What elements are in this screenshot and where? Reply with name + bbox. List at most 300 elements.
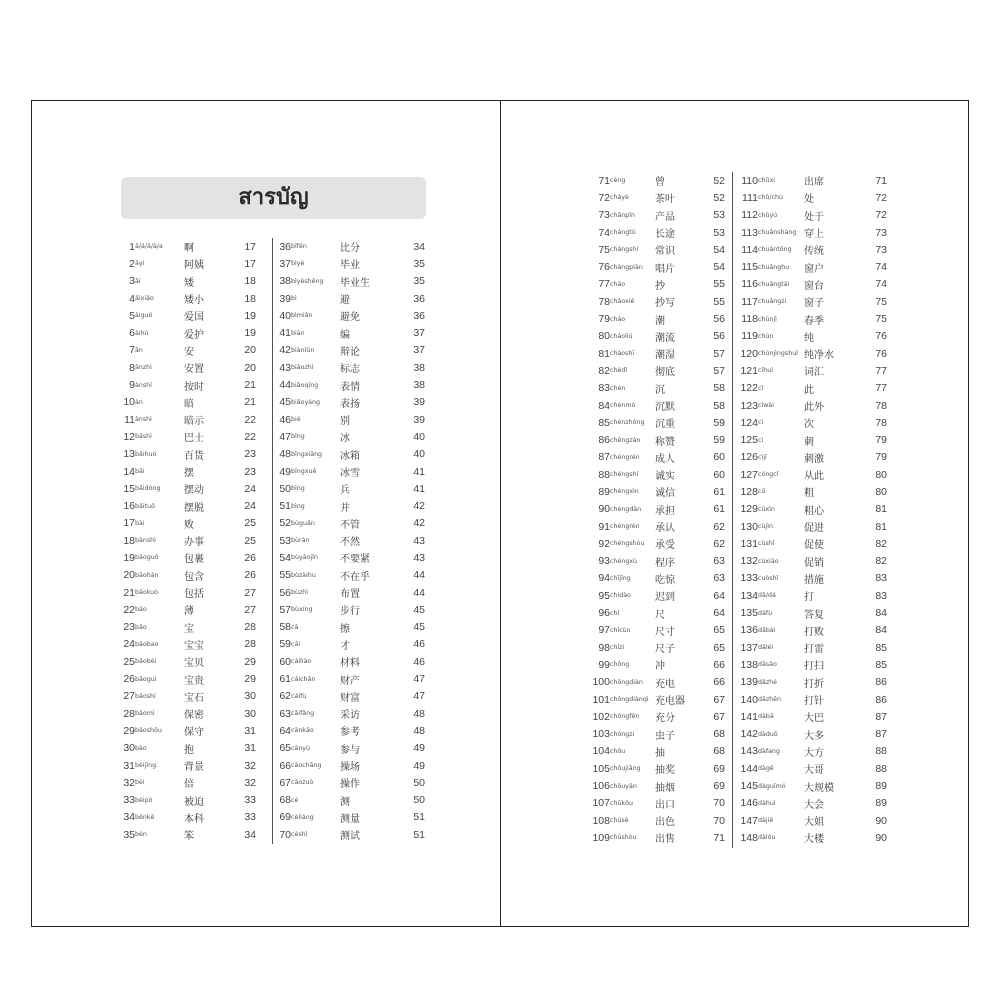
toc-entry: [120, 705, 256, 722]
entry-number: 145: [740, 780, 758, 793]
toc-entry: [273, 584, 429, 601]
entry-number: 90: [598, 503, 610, 516]
toc-entry: [733, 656, 888, 673]
entry-number: 144: [740, 762, 758, 775]
entry-pinyin: chàngpiàn: [610, 263, 643, 271]
toc-entry: [273, 826, 429, 843]
entry-pinyin: bǎoshí: [135, 692, 156, 700]
entry-chinese: 宝贝: [184, 658, 204, 670]
entry-pinyin: bèi: [135, 779, 145, 787]
entry-chinese: 辩论: [340, 346, 360, 358]
entry-page: 87: [875, 728, 887, 741]
entry-pinyin: chuānshàng: [758, 229, 797, 237]
entry-chinese: 冰箱: [340, 450, 360, 462]
entry-number: 93: [598, 555, 610, 568]
toc-entry: [273, 394, 429, 411]
entry-number: 50: [279, 482, 291, 495]
entry-number: 83: [598, 382, 610, 395]
entry-chinese: 产品: [655, 211, 675, 223]
toc-entry: [733, 795, 888, 812]
entry-pinyin: chījīng: [610, 574, 631, 582]
entry-page: 28: [244, 621, 256, 634]
entry-pinyin: báo: [135, 606, 147, 614]
toc-entry: [585, 414, 725, 431]
entry-page: 84: [875, 607, 887, 620]
toc-entry: [585, 535, 725, 552]
toc-entry: [733, 241, 888, 258]
entry-page: 66: [713, 676, 725, 689]
entry-pinyin: dàduō: [758, 730, 778, 738]
entry-chinese: 比分: [340, 243, 360, 255]
entry-page: 87: [875, 710, 887, 723]
entry-chinese: 吃惊: [655, 574, 675, 586]
entry-chinese: 摆脱: [184, 502, 204, 514]
entry-chinese: 此: [804, 384, 814, 396]
entry-number: 71: [598, 174, 610, 187]
entry-page: 80: [875, 468, 887, 481]
entry-chinese: 承受: [655, 540, 675, 552]
entry-pinyin: bīngxuě: [291, 468, 317, 475]
entry-number: 26: [123, 673, 135, 686]
entry-number: 85: [598, 416, 610, 429]
entry-page: 21: [244, 379, 256, 392]
entry-pinyin: chǔ/chù: [758, 194, 784, 202]
entry-number: 12: [123, 430, 135, 443]
entry-chinese: 打扫: [804, 661, 824, 673]
entry-page: 68: [713, 728, 725, 741]
entry-pinyin: bì: [291, 295, 297, 303]
entry-number: 73: [598, 209, 610, 222]
toc-entry: [273, 670, 429, 687]
entry-pinyin: cì: [758, 436, 764, 444]
toc-entry: [585, 587, 725, 604]
entry-number: 28: [123, 707, 135, 720]
entry-chinese: 败: [184, 519, 194, 531]
toc-entry: [585, 570, 725, 587]
entry-pinyin: cháoliú: [610, 332, 633, 340]
entry-page: 40: [413, 430, 425, 443]
entry-chinese: 保密: [184, 710, 204, 722]
toc-entry: [585, 483, 725, 500]
entry-number: 59: [279, 638, 291, 651]
toc-entry: [120, 376, 256, 393]
entry-page: 86: [875, 676, 887, 689]
entry-number: 98: [598, 641, 610, 654]
entry-number: 116: [741, 278, 758, 291]
entry-number: 97: [598, 624, 610, 637]
entry-page: 90: [875, 814, 887, 827]
entry-chinese: 称赞: [655, 436, 675, 448]
entry-page: 54: [713, 243, 725, 256]
entry-number: 27: [123, 690, 135, 703]
entry-pinyin: cháo: [610, 315, 626, 323]
entry-chinese: 毕业生: [340, 277, 370, 289]
entry-number: 18: [123, 534, 135, 547]
entry-chinese: 测试: [340, 831, 360, 843]
entry-pinyin: chūnjì: [758, 315, 777, 323]
entry-pinyin: bànshì: [135, 537, 156, 545]
toc-entry: [273, 359, 429, 376]
entry-page: 60: [713, 468, 725, 481]
entry-number: 102: [592, 710, 610, 723]
entry-chinese: 春季: [804, 315, 824, 327]
entry-chinese: 冰: [340, 433, 350, 445]
toc-entry: [733, 293, 888, 310]
entry-page: 27: [244, 586, 256, 599]
toc-entry: [120, 567, 256, 584]
toc-entry: [273, 290, 429, 307]
entry-pinyin: cáifù: [291, 692, 307, 700]
toc-entry: [733, 726, 888, 743]
entry-number: 119: [741, 330, 758, 343]
entry-pinyin: bié: [291, 416, 301, 424]
entry-number: 104: [592, 745, 610, 758]
entry-pinyin: chéngrén: [610, 453, 640, 461]
toc-entry: [733, 570, 888, 587]
entry-number: 86: [598, 434, 610, 447]
entry-number: 8: [129, 361, 135, 374]
entry-page: 51: [413, 828, 425, 841]
entry-pinyin: dàjiě: [758, 817, 774, 825]
entry-pinyin: bāohán: [135, 571, 159, 579]
entry-number: 66: [279, 759, 291, 772]
toc-entry: [273, 722, 429, 739]
toc-entry: [585, 328, 725, 345]
entry-chinese: 大楼: [804, 834, 824, 846]
entry-number: 31: [123, 759, 135, 772]
entry-number: 65: [279, 742, 291, 755]
entry-page: 23: [244, 448, 256, 461]
entry-chinese: 才: [340, 640, 350, 652]
entry-number: 138: [740, 658, 758, 671]
entry-page: 42: [413, 500, 425, 513]
toc-column-2: [272, 238, 429, 844]
toc-entry: [273, 532, 429, 549]
entry-number: 75: [598, 243, 610, 256]
entry-page: 78: [875, 416, 887, 429]
entry-page: 39: [413, 413, 425, 426]
toc-entry: [273, 774, 429, 791]
entry-chinese: 抱: [184, 744, 194, 756]
entry-chinese: 促进: [804, 523, 824, 535]
entry-page: 37: [413, 344, 425, 357]
entry-page: 44: [413, 586, 425, 599]
entry-chinese: 参与: [340, 744, 360, 756]
entry-page: 35: [413, 257, 425, 270]
entry-chinese: 表情: [340, 381, 360, 393]
toc-entry: [733, 207, 888, 224]
entry-chinese: 此外: [804, 402, 824, 413]
entry-page: 59: [713, 434, 725, 447]
entry-page: 70: [713, 797, 725, 810]
entry-page: 37: [413, 327, 425, 340]
entry-number: 45: [279, 396, 291, 409]
toc-entry: [585, 743, 725, 760]
entry-chinese: 暗示: [184, 416, 204, 428]
entry-chinese: 纯净水: [804, 350, 834, 362]
toc-entry: [120, 359, 256, 376]
entry-chinese: 沉重: [655, 419, 675, 431]
entry-number: 30: [123, 742, 135, 755]
entry-chinese: 纯: [804, 332, 814, 344]
entry-number: 137: [740, 641, 758, 654]
entry-pinyin: chūshòu: [610, 834, 637, 842]
entry-page: 26: [244, 551, 256, 564]
entry-number: 15: [123, 482, 135, 495]
entry-pinyin: chōuyān: [610, 782, 637, 790]
entry-pinyin: bāshì: [135, 433, 152, 441]
toc-entry: [733, 224, 888, 241]
entry-page: 90: [875, 831, 887, 844]
entry-pinyin: dàgē: [758, 765, 774, 773]
entry-page: 27: [244, 603, 256, 616]
entry-chinese: 爱护: [184, 329, 204, 341]
entry-page: 24: [244, 482, 256, 495]
entry-number: 82: [598, 364, 610, 377]
toc-entry: [733, 535, 888, 552]
entry-chinese: 沉: [655, 384, 665, 396]
entry-page: 83: [875, 589, 887, 602]
entry-number: 78: [598, 295, 610, 308]
entry-page: 65: [713, 641, 725, 654]
entry-number: 3: [129, 275, 135, 288]
entry-page: 17: [244, 240, 256, 253]
entry-chinese: 并: [340, 502, 350, 514]
entry-chinese: 抄写: [655, 298, 675, 310]
entry-pinyin: chōngdiànqì: [610, 696, 649, 704]
entry-number: 60: [279, 655, 291, 668]
entry-chinese: 措施: [804, 574, 824, 586]
entry-page: 46: [413, 655, 425, 668]
entry-page: 31: [244, 742, 256, 755]
entry-number: 84: [598, 399, 610, 412]
entry-chinese: 曾: [655, 177, 665, 189]
entry-number: 11: [124, 413, 135, 426]
entry-pinyin: cáiliào: [291, 658, 312, 666]
entry-number: 51: [279, 500, 291, 513]
entry-number: 21: [123, 586, 135, 599]
entry-page: 79: [875, 451, 887, 464]
toc-entry: [120, 290, 256, 307]
toc-entry: [120, 670, 256, 687]
toc-entry: [733, 310, 888, 327]
entry-chinese: 保守: [184, 727, 204, 739]
entry-pinyin: chuāngzi: [758, 298, 787, 306]
toc-column-3: [585, 172, 725, 847]
entry-chinese: 摆: [184, 468, 194, 479]
entry-number: 41: [279, 327, 291, 340]
toc-entry: [120, 394, 256, 411]
entry-page: 42: [413, 517, 425, 530]
entry-number: 55: [279, 569, 291, 582]
entry-pinyin: dàfang: [758, 747, 780, 755]
toc-entry: [585, 276, 725, 293]
entry-pinyin: biǎoqíng: [291, 381, 319, 389]
entry-chinese: 充分: [655, 713, 675, 725]
entry-pinyin: cùxiāo: [758, 557, 779, 565]
entry-pinyin: chuāngtái: [758, 280, 790, 288]
entry-chinese: 程序: [655, 557, 675, 569]
toc-entry: [585, 518, 725, 535]
entry-page: 76: [875, 347, 887, 360]
entry-chinese: 不在乎: [340, 571, 370, 583]
entry-page: 20: [244, 344, 256, 357]
entry-pinyin: bùrán: [291, 537, 310, 545]
entry-chinese: 百货: [184, 450, 204, 462]
entry-number: 96: [598, 607, 610, 620]
entry-pinyin: bǎomì: [135, 710, 155, 718]
entry-page: 66: [713, 658, 725, 671]
entry-page: 50: [413, 776, 425, 789]
entry-pinyin: cè: [291, 796, 299, 804]
entry-page: 18: [244, 292, 256, 305]
entry-page: 82: [875, 537, 887, 550]
entry-page: 89: [875, 797, 887, 810]
entry-chinese: 采访: [340, 710, 360, 722]
entry-pinyin: běnkē: [135, 813, 155, 821]
entry-number: 5: [129, 309, 135, 322]
entry-chinese: 大巴: [804, 713, 824, 725]
entry-number: 143: [740, 745, 758, 758]
entry-chinese: 安: [184, 346, 194, 358]
entry-pinyin: dǎsǎo: [758, 661, 777, 669]
entry-number: 36: [279, 240, 291, 253]
entry-chinese: 表扬: [340, 398, 360, 410]
toc-entry: [733, 708, 888, 725]
toc-entry: [120, 307, 256, 324]
entry-pinyin: bǎoshǒu: [135, 727, 162, 735]
toc-entry: [585, 777, 725, 794]
entry-number: 101: [592, 693, 610, 706]
entry-page: 33: [244, 794, 256, 807]
entry-pinyin: dáfù: [758, 609, 773, 617]
toc-entry: [120, 411, 256, 428]
entry-pinyin: chángtú: [610, 229, 636, 237]
entry-chinese: 测量: [340, 813, 360, 825]
entry-chinese: 擦: [340, 623, 350, 635]
entry-page: 44: [413, 569, 425, 582]
entry-pinyin: cùshǐ: [758, 540, 775, 548]
entry-pinyin: chúnjìngshuǐ: [758, 350, 798, 358]
entry-pinyin: céng: [610, 177, 626, 185]
entry-page: 56: [713, 313, 725, 326]
entry-number: 56: [279, 586, 291, 599]
entry-chinese: 爱国: [184, 312, 204, 324]
entry-page: 55: [713, 295, 725, 308]
entry-pinyin: cíhuì: [758, 367, 773, 375]
entry-pinyin: dàhuì: [758, 799, 776, 807]
toc-entry: [273, 324, 429, 341]
entry-pinyin: cāochǎng: [291, 762, 322, 770]
entry-chinese: 尺寸: [655, 626, 675, 638]
entry-number: 52: [279, 517, 291, 530]
toc-entry: [733, 431, 888, 448]
toc-entry: [733, 276, 888, 293]
entry-chinese: 巴士: [184, 433, 204, 445]
toc-entry: [120, 826, 256, 843]
entry-page: 75: [875, 313, 887, 326]
entry-pinyin: cèshì: [291, 831, 308, 839]
entry-pinyin: chén: [610, 384, 626, 392]
entry-page: 58: [713, 399, 725, 412]
entry-chinese: 矮小: [184, 295, 204, 307]
entry-page: 31: [244, 724, 256, 737]
entry-chinese: 冰雪: [340, 468, 360, 479]
entry-pinyin: bùguǎn: [291, 519, 315, 527]
entry-number: 54: [279, 551, 291, 564]
toc-entry: [733, 639, 888, 656]
toc-entry: [120, 515, 256, 532]
entry-chinese: 大多: [804, 730, 824, 742]
entry-number: 16: [123, 500, 135, 513]
entry-page: 26: [244, 569, 256, 582]
entry-pinyin: biǎoyáng: [291, 398, 321, 406]
entry-number: 118: [741, 313, 758, 326]
entry-page: 84: [875, 624, 887, 637]
entry-pinyin: chēngzàn: [610, 436, 641, 444]
entry-chinese: 潮湿: [655, 350, 675, 362]
entry-number: 9: [129, 379, 135, 392]
entry-chinese: 承认: [655, 523, 675, 535]
entry-number: 94: [598, 572, 610, 585]
entry-pinyin: bǎo: [135, 623, 147, 631]
toc-entry: [585, 241, 725, 258]
entry-chinese: 沉默: [655, 402, 675, 413]
entry-pinyin: chōu: [610, 747, 626, 755]
entry-page: 85: [875, 641, 887, 654]
entry-page: 39: [413, 396, 425, 409]
toc-entry: [273, 705, 429, 722]
toc-entry: [733, 622, 888, 639]
entry-number: 91: [598, 520, 610, 533]
entry-pinyin: chǔyú: [758, 211, 778, 219]
entry-pinyin: biànlùn: [291, 346, 315, 354]
toc-entry: [120, 255, 256, 272]
toc-entry: [733, 760, 888, 777]
entry-pinyin: ǎixiǎo: [135, 295, 154, 303]
entry-page: 71: [875, 174, 887, 187]
toc-entry: [733, 380, 888, 397]
entry-page: 49: [413, 742, 425, 755]
entry-chinese: 大姐: [804, 817, 824, 829]
toc-entry: [120, 740, 256, 757]
entry-number: 23: [123, 621, 135, 634]
entry-number: 123: [740, 399, 758, 412]
entry-page: 71: [713, 831, 725, 844]
entry-chinese: 抽: [655, 747, 665, 759]
entry-pinyin: cùjìn: [758, 523, 773, 531]
entry-number: 110: [741, 174, 758, 187]
entry-number: 43: [279, 361, 291, 374]
entry-number: 135: [740, 607, 758, 620]
toc-entry: [120, 446, 256, 463]
entry-pinyin: cèliáng: [291, 813, 314, 821]
entry-page: 69: [713, 762, 725, 775]
entry-pinyin: chuānghu: [758, 263, 790, 271]
entry-page: 34: [413, 240, 425, 253]
entry-pinyin: ān: [135, 346, 143, 354]
entry-pinyin: cāozuò: [291, 779, 314, 787]
entry-page: 35: [413, 275, 425, 288]
toc-entry: [733, 777, 888, 794]
entry-chinese: 宝石: [184, 692, 204, 704]
toc-entry: [585, 829, 725, 846]
entry-pinyin: ǎi: [135, 277, 141, 285]
entry-number: 105: [592, 762, 610, 775]
entry-pinyin: bèn: [135, 831, 147, 839]
entry-number: 114: [741, 243, 758, 256]
entry-chinese: 窗台: [804, 280, 824, 292]
